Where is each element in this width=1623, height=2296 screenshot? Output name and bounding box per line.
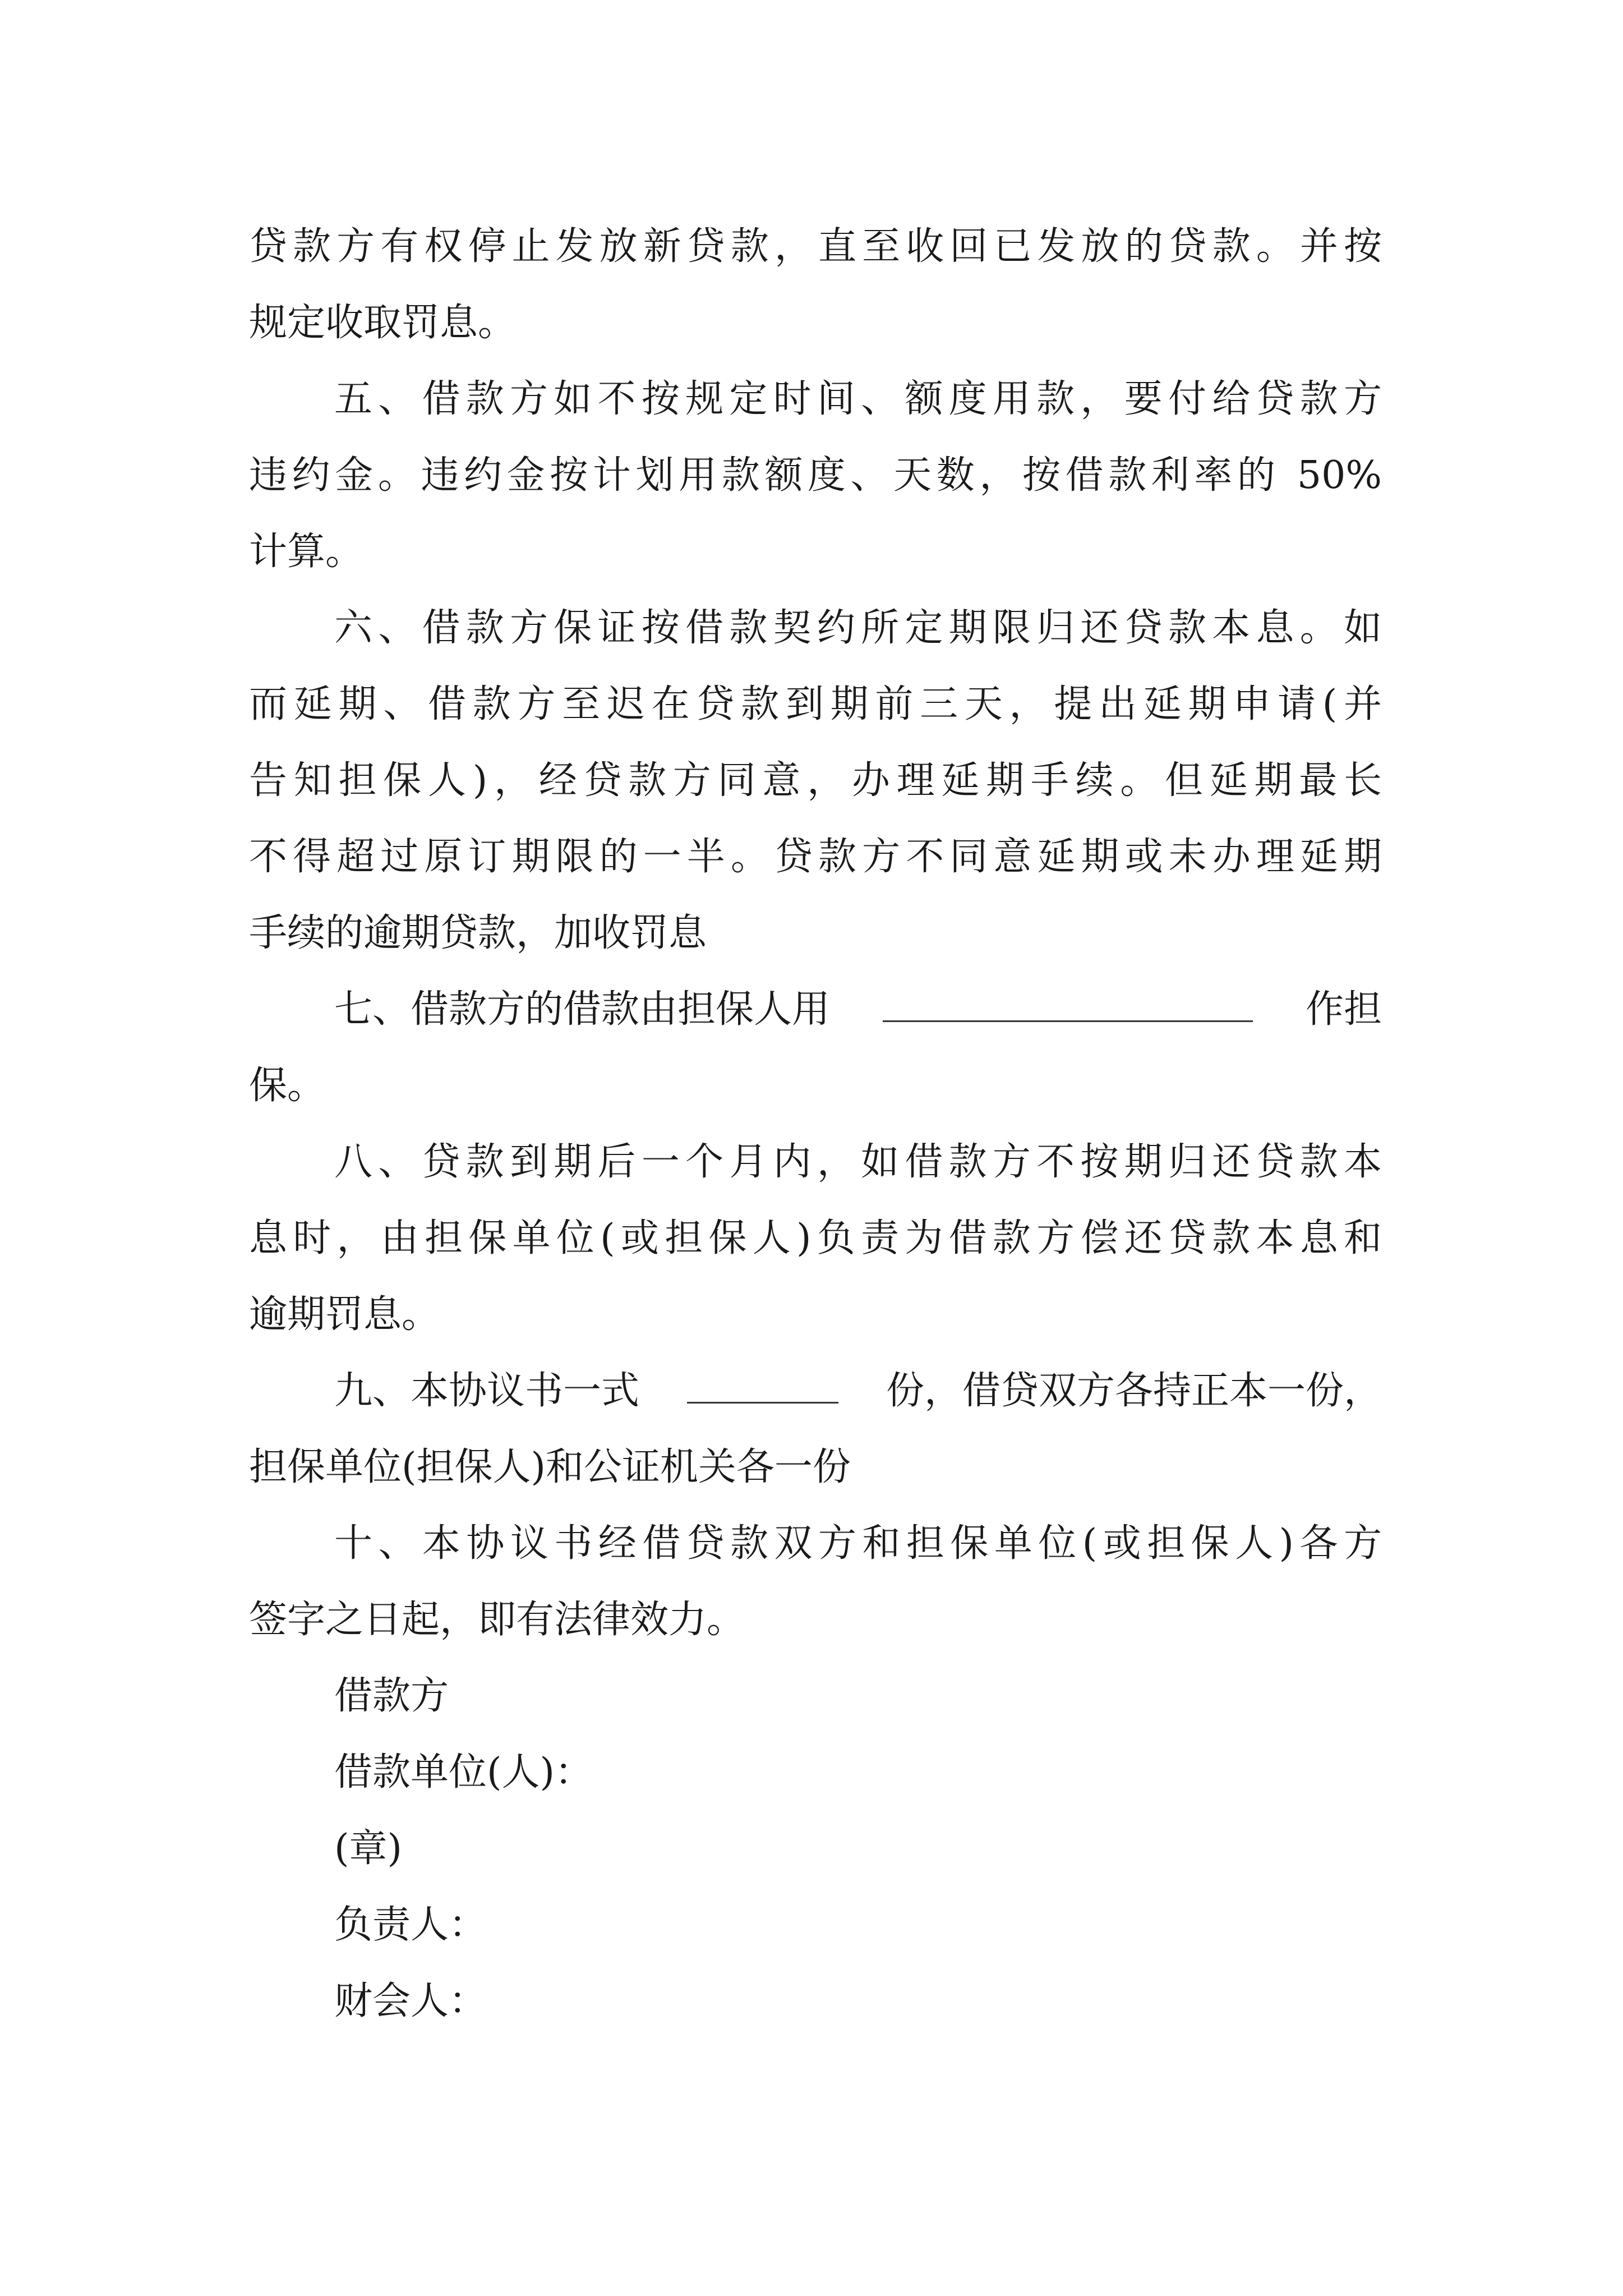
- clause-5-line: 违约金。违约金按计划用款额度、天数，按借款利率的 50%: [249, 453, 1382, 498]
- text-line: 规定收取罚息。: [249, 301, 517, 345]
- copies-blank-field[interactable]: [687, 1370, 838, 1404]
- contract-body: [249, 209, 1382, 2040]
- clause-7-line: [249, 972, 1382, 1048]
- clause-9-text: 九、本协议书一式: [334, 1369, 640, 1413]
- clause-8-line: 逾期罚息。: [249, 1292, 440, 1337]
- borrower-unit-label: 借款单位(人)：: [334, 1750, 593, 1795]
- clause-6-line: 不得超过原订期限的一半。贷款方不同意延期或未办理延期: [249, 835, 1382, 879]
- clause-5-line: 计算。: [249, 530, 364, 574]
- clause-7-line: 保。: [249, 1064, 326, 1108]
- clause-10-line: 签字之日起，即有法律效力。: [249, 1598, 745, 1642]
- clause-10-line: 十、本协议书经借贷款双方和担保单位(或担保人)各方: [334, 1521, 1382, 1566]
- clause-7-text: 七、借款方的借款由担保人用: [334, 987, 831, 1032]
- collateral-blank-field[interactable]: [883, 989, 1253, 1022]
- clause-9-line: [249, 1353, 1382, 1429]
- text-line: 贷款方有权停止发放新贷款，直至收回已发放的贷款。并按: [249, 224, 1382, 269]
- clause-6-line: 告知担保人)，经贷款方同意，办理延期手续。但延期最长: [249, 758, 1382, 803]
- clause-8-line: 息时，由担保单位(或担保人)负责为借款方偿还贷款本息和: [249, 1216, 1382, 1260]
- responsible-person-label: 负责人：: [334, 1903, 487, 1947]
- clause-9-text-tail: 份，借贷双方各持正本一份，: [886, 1369, 1382, 1413]
- seal-label: (章): [334, 1826, 403, 1871]
- borrower-title: 借款方: [334, 1674, 449, 1718]
- clause-7-text-tail: 作担: [1305, 987, 1382, 1032]
- clause-5-line: 五、借款方如不按规定时间、额度用款，要付给贷款方: [334, 377, 1382, 421]
- accountant-label: 财会人：: [334, 1979, 487, 2023]
- clause-8-line: 八、贷款到期后一个月内，如借款方不按期归还贷款本: [334, 1140, 1382, 1184]
- clause-6-line: 手续的逾期贷款，加收罚息: [249, 911, 707, 955]
- clause-6-line: 六、借款方保证按借款契约所定期限归还贷款本息。如: [334, 606, 1382, 650]
- clause-6-line: 而延期、借款方至迟在贷款到期前三天，提出延期申请(并: [249, 682, 1382, 726]
- clause-9-line: 担保单位(担保人)和公证机关各一份: [249, 1445, 851, 1489]
